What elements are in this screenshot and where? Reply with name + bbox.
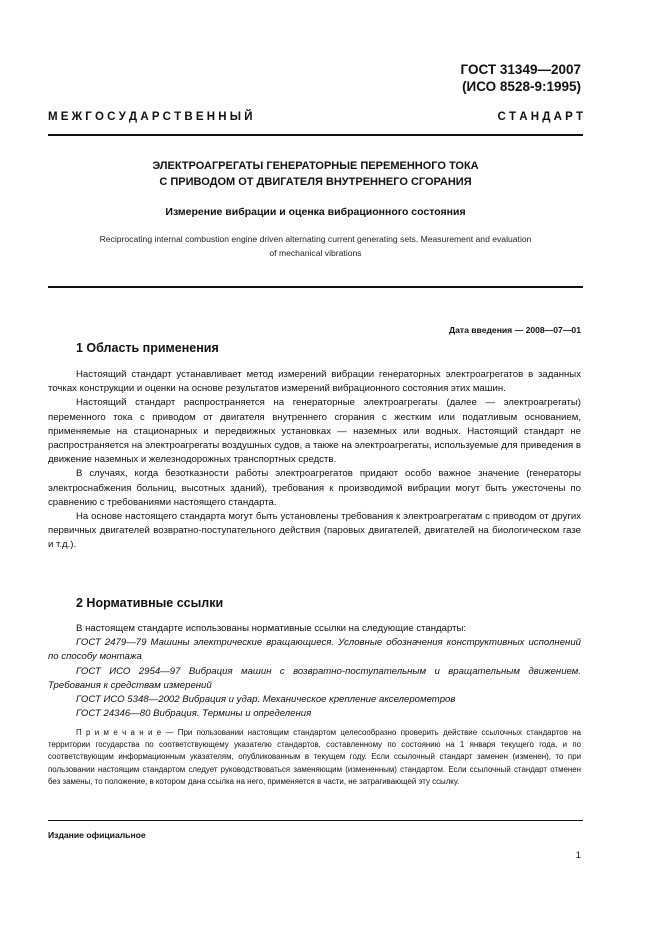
reference-item: ГОСТ 24346—80 Вибрация. Термины и определения bbox=[76, 708, 312, 720]
introduction-date: Дата введения — 2008—07—01 bbox=[448, 325, 581, 335]
section-1-paragraph: В случаях, когда безотказности работы электроагрегатов придают особо важное значение (генераторы электроснабжения больниц, высотных зданий), требования к производимой вибрации могут быть ужесточены по сравнению с требованиями настоящего стандарта. bbox=[48, 468, 581, 508]
section-1-paragraph: На основе настоящего стандарта могут быть установлены требования к электроагрегатам с приводом от других первичных двигателей возвратно-поступательного действия (паровых двигателей, двигателей на биологическом газе и т.д.). bbox=[48, 511, 581, 551]
section-2-heading: 2 Нормативные ссылки bbox=[76, 596, 224, 610]
section-1-paragraph: Настоящий стандарт распространяется на генераторные электроагрегаты (далее — электроагрегаты) переменного тока с приводом от двигателя внутреннего сгорания с жестким или податливым основанием, применяемые на стационарных и передвижных установках — наземных или водных. Настоящий стандарт не распространяется на электроагрегаты воздушных судов, а также на электроагрегаты, используемые для приведения в движение наземных и железнодорожных транспортных средств. bbox=[48, 397, 581, 466]
note-text: П р и м е ч а н и е — При пользовании настоящим стандартом целесообразно проверить действие ссылочных стандартов на территории государства по соответствующему указателю стандартов, составленному по состоянию на 1 января текущего года, и по соответствующим информационным указателям, опубликованным в текущем году. Если ссылочный стандарт заменен (изменен), то при пользовании настоящим стандартом следует руководствоваться заменяющим (измененным) стандартом. Если ссылочный стандарт отменен без замены, то положение, в котором дана ссылка на него, применяется в части, не затрагивающей эту ссылку. bbox=[48, 728, 581, 786]
english-title-line-1: Reciprocating internal combustion engine driven alternating current generating sets. Measurement and evaluation bbox=[99, 234, 532, 244]
standard-designation bbox=[461, 61, 581, 95]
interstate-standard-banner bbox=[48, 111, 583, 123]
header-rule bbox=[48, 134, 583, 136]
english-title-line-2: of mechanical vibrations bbox=[269, 248, 362, 258]
footer-rule bbox=[48, 820, 583, 821]
title-line-2: С ПРИВОДОМ ОТ ДВИГАТЕЛЯ ВНУТРЕННЕГО СГОРАНИЯ bbox=[159, 176, 472, 188]
reference-item: ГОСТ ИСО 2954—97 Вибрация машин с возвратно-поступательным и вращательным движением. Требования к средствам измерений bbox=[48, 665, 581, 691]
section-1-body bbox=[48, 368, 581, 553]
section-2-body bbox=[48, 622, 581, 721]
reference-item: ГОСТ 2479—79 Машины электрические вращающиеся. Условные обозначения конструктивных исполнений по способу монтажа bbox=[48, 637, 581, 663]
section-2-intro: В настоящем стандарте использованы нормативные ссылки на следующие стандарты: bbox=[76, 623, 467, 634]
document-subtitle: Измерение вибрации и оценка вибрационного состояния bbox=[165, 206, 466, 218]
english-title bbox=[60, 232, 571, 260]
note-block bbox=[48, 727, 581, 788]
iso-number: (ИСО 8528-9:1995) bbox=[462, 79, 581, 94]
page-number: 1 bbox=[575, 850, 581, 861]
section-1-paragraph: Настоящий стандарт устанавливает метод измерений вибрации генераторных электроагрегатов в заданных точках конструкции и оценки на основе результатов измерений вибрационного состояния этих машин. bbox=[48, 369, 581, 395]
standard-number: ГОСТ 31349—2007 bbox=[460, 62, 581, 77]
banner-word-interstate: М Е Ж Г О С У Д А Р С Т В Е Н Н Ы Й bbox=[48, 111, 253, 123]
title-line-1: ЭЛЕКТРОАГРЕГАТЫ ГЕНЕРАТОРНЫЕ ПЕРЕМЕННОГО ТОКА bbox=[152, 160, 479, 172]
official-edition-label: Издание официальное bbox=[48, 830, 146, 840]
document-title bbox=[48, 158, 583, 190]
section-1-heading: 1 Область применения bbox=[76, 341, 219, 355]
reference-item: ГОСТ ИСО 5348—2002 Вибрация и удар. Механическое крепление акселерометров bbox=[76, 694, 456, 706]
banner-word-standard: С Т А Н Д А Р Т bbox=[497, 111, 583, 123]
title-rule bbox=[48, 286, 583, 288]
